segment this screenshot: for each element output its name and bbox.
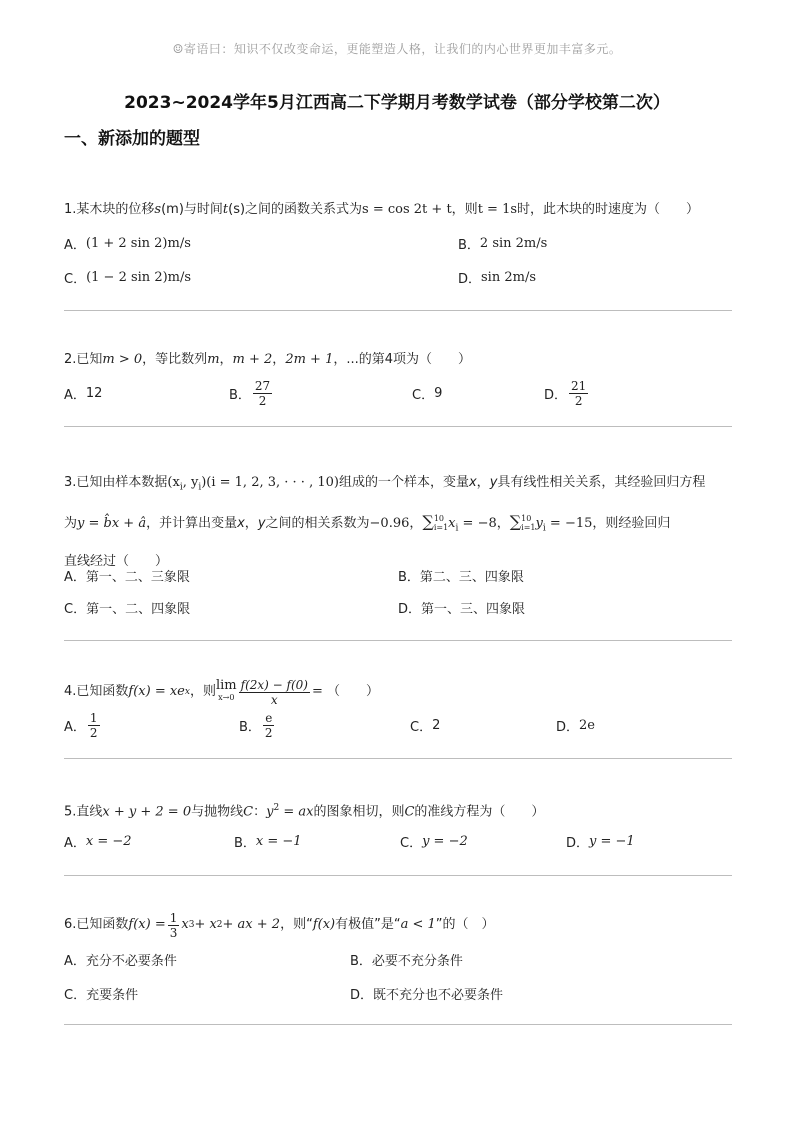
question-5	[64, 798, 732, 851]
option-c[interactable]: C． y = −2	[400, 833, 468, 851]
option-c[interactable]: C． 9	[412, 385, 443, 403]
option-d[interactable]: D． 既不充分也不必要条件	[350, 987, 504, 1003]
question-1	[64, 200, 732, 287]
question-2-stem: 2.已知m > 0，等比数列m，m + 2，2m + 1，...的第4项为（ ）	[64, 352, 472, 367]
question-3-stem: 3.已知由样本数据($x_i$, $y_i)(i = 1$, 2, 3, · · · , 10)组成的一个样本，变量x，y具有线性相关关系，其经验回归方程 为y = b̂x + â，并计算出变量x，y之间的相关系数为−0.96，∑ 10 i=1 $x_i = -8$，∑ 10 i=1 $y_i = -15$，则经验回归 直线经过（ ）	[64, 475, 706, 570]
option-a[interactable]: A． 12	[64, 385, 103, 403]
option-d[interactable]: D． $\frac{21}{2}$	[544, 378, 587, 408]
question-1-stem: 1.某木块的位移s(m)与时间t(s)之间的函数关系式为s = cos 2t + t，则t = 1s时，此木块的时速度为（ ）	[64, 202, 700, 217]
fraction: $\frac{e}{2}$	[264, 710, 273, 740]
motto-text: ☺寄语曰：知识不仅改变命运，更能塑造人格，让我们的内心世界更加丰富多元。	[172, 42, 622, 56]
option-d[interactable]: D． sin 2m/s	[458, 269, 536, 287]
fraction: $\frac{27}{2}$	[254, 378, 271, 408]
fraction: $\frac{1}{3}$	[169, 910, 178, 940]
option-d[interactable]: D． 第一、三、四象限	[398, 601, 526, 617]
document-title: 2023~2024学年5月江西高二下学期月考数学试卷（部分学校第二次）	[124, 93, 670, 113]
option-a[interactable]: A． 第一、二、三象限	[64, 569, 190, 585]
option-b[interactable]: B． x = −1	[234, 833, 302, 851]
sum-limits: 10 i=1	[433, 514, 449, 533]
question-3	[64, 466, 732, 617]
divider	[64, 875, 732, 876]
question-4-stem: 4.已知函数 f(x) = xe x ，则 lim x→0 $\frac{f(2x) - f(0)}{x}$ = （ ）	[64, 677, 379, 707]
option-b[interactable]: B． $\frac{e}{2}$	[239, 710, 273, 740]
question-6-stem: 6.已知函数 f(x) = $\frac{1}{3}$ x 3 + x 2 + ax + 2 ，则“ f(x) 有极值”是“ a < 1 ”的（ ）	[64, 910, 495, 940]
divider	[64, 640, 732, 641]
question-2	[64, 350, 732, 408]
question-4	[64, 674, 732, 740]
fraction: $\frac{21}{2}$	[571, 378, 587, 408]
option-a[interactable]: A． $\frac{1}{2}$	[64, 710, 98, 740]
sum-symbol: ∑	[422, 511, 434, 531]
option-c[interactable]: C． 第一、二、四象限	[64, 601, 191, 617]
option-b[interactable]: B． $\frac{27}{2}$	[229, 378, 271, 408]
sum-symbol: ∑	[509, 511, 522, 531]
fraction: $\frac{1}{2}$	[89, 710, 98, 740]
option-b[interactable]: B． 第二、三、四象限	[398, 569, 524, 585]
limit: lim x→0	[215, 678, 237, 702]
option-a[interactable]: A． (1 + 2 sin 2)m/s	[64, 235, 191, 253]
option-d[interactable]: D． 2e	[556, 717, 595, 735]
option-b[interactable]: B． 2 sin 2m/s	[458, 235, 548, 253]
divider	[64, 310, 732, 311]
question-5-stem: 5.直线x + y + 2 = 0与抛物线C：$y^2$ = ax的图象相切，则C的准线方程为（ ）	[64, 803, 545, 820]
option-a[interactable]: A． 充分不必要条件	[64, 953, 177, 969]
section-title: 一、新添加的题型	[64, 129, 200, 149]
sum-limits: 10 i=1	[521, 514, 536, 533]
option-b[interactable]: B． 必要不充分条件	[350, 953, 463, 969]
divider	[64, 758, 732, 759]
option-c[interactable]: C． 充要条件	[64, 987, 139, 1003]
option-c[interactable]: C． (1 − 2 sin 2)m/s	[64, 269, 192, 287]
divider	[64, 426, 732, 427]
fraction: $\frac{f(2x) - f(0)}{x}$	[240, 677, 308, 707]
divider	[64, 1024, 732, 1025]
option-d[interactable]: D． y = −1	[566, 833, 635, 851]
option-c[interactable]: C． 2	[410, 717, 441, 735]
question-6	[64, 906, 732, 1003]
option-a[interactable]: A． x = −2	[64, 833, 132, 851]
